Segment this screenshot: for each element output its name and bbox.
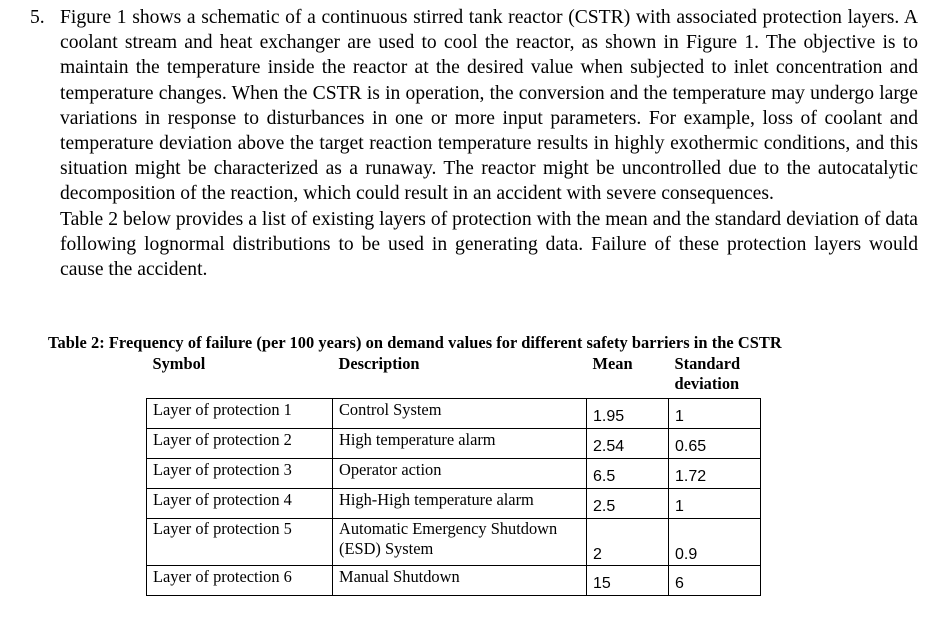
cell-std: 1 xyxy=(669,399,761,429)
cell-symbol: Layer of protection 3 xyxy=(147,459,333,489)
header-description: Description xyxy=(338,354,420,373)
cell-std: 1 xyxy=(669,489,761,519)
cell-mean: 2.5 xyxy=(587,489,669,519)
cell-mean: 6.5 xyxy=(587,459,669,489)
cell-symbol: Layer of protection 4 xyxy=(147,489,333,519)
cell-std: 0.9 xyxy=(669,519,761,566)
cell-std: 0.65 xyxy=(669,429,761,459)
cell-std: 1.72 xyxy=(669,459,761,489)
cell-mean: 2 xyxy=(587,519,669,566)
table-row xyxy=(147,489,761,519)
table-row xyxy=(147,459,761,489)
question-paragraph-1: Figure 1 shows a schematic of a continuous stirred tank reactor (CSTR) with associated protection layers. A coolant stream and heat exchanger are used to cool the reactor, as shown in Figure 1. The objective is to maintain the temperature inside the reactor at the desired value when subjected to inlet concentration and temperature changes. When the CSTR is in operation, the conversion and the temperature may undergo large variations in response to disturbances in one or more input parameters. For example, loss of coolant and temperature deviation above the target reaction temperature results in highly exothermic conditions, and this situation might be characterized as a runaway. The reactor might be uncontrolled due to the autocatalytic decomposition of the reaction, which could result in an accident with severe consequences. xyxy=(60,7,918,205)
cell-mean: 15 xyxy=(587,566,669,596)
question-block xyxy=(30,5,918,282)
cell-symbol: Layer of protection 6 xyxy=(147,566,333,596)
cell-description: High temperature alarm xyxy=(333,429,587,459)
cell-description: Automatic Emergency Shutdown (ESD) System xyxy=(333,519,587,566)
table-row xyxy=(147,566,761,596)
table-caption: Table 2: Frequency of failure (per 100 years) on demand values for different safety barriers in the CSTR xyxy=(48,333,782,352)
question-number: 5. xyxy=(30,7,45,28)
table-row xyxy=(147,399,761,429)
table-row xyxy=(147,519,761,566)
header-mean: Mean xyxy=(592,354,633,373)
cell-description: High-High temperature alarm xyxy=(333,489,587,519)
question-paragraph-2: Table 2 below provides a list of existing layers of protection with the mean and the standard deviation of data following lognormal distributions to be used in generating data. Failure of these protection layers would cause the accident. xyxy=(60,208,918,281)
cell-description: Manual Shutdown xyxy=(333,566,587,596)
safety-barriers-table xyxy=(146,354,761,596)
table-row xyxy=(147,429,761,459)
cell-mean: 1.95 xyxy=(587,399,669,429)
question-body xyxy=(60,5,918,282)
cell-symbol: Layer of protection 1 xyxy=(147,399,333,429)
header-std: Standard deviation xyxy=(674,354,741,393)
cell-mean: 2.54 xyxy=(587,429,669,459)
cell-symbol: Layer of protection 5 xyxy=(147,519,333,566)
cell-description: Operator action xyxy=(333,459,587,489)
cell-std: 6 xyxy=(669,566,761,596)
cell-symbol: Layer of protection 2 xyxy=(147,429,333,459)
cell-description: Control System xyxy=(333,399,587,429)
table-header-row xyxy=(147,354,761,399)
header-symbol: Symbol xyxy=(152,354,206,373)
